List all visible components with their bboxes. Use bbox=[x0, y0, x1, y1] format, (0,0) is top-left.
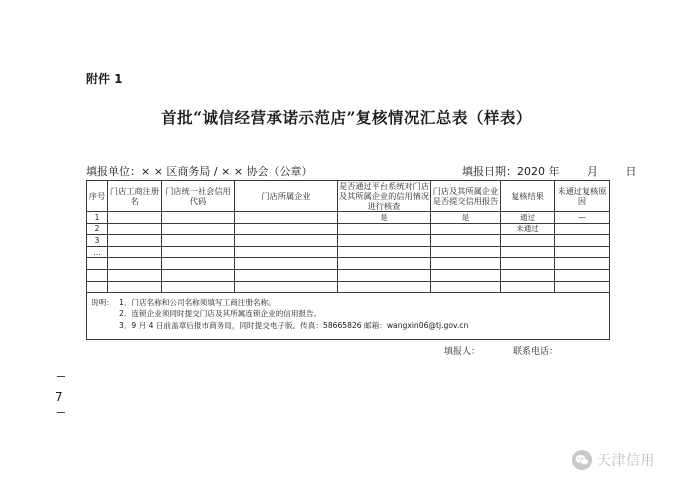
table-cell bbox=[501, 281, 555, 293]
table-cell bbox=[162, 258, 235, 270]
table-cell: 1 bbox=[87, 212, 108, 224]
table-cell bbox=[555, 223, 610, 235]
table-header-row bbox=[87, 181, 610, 212]
watermark bbox=[572, 450, 655, 470]
note-item: 2．连锁企业须同时提交门店及其所属连锁企业的信用报告。 bbox=[119, 309, 322, 319]
page-number-dash bbox=[57, 412, 65, 413]
note-item: 1．门店名称和公司名称须填写工商注册名称。 bbox=[119, 298, 276, 308]
table-cell bbox=[108, 269, 162, 281]
table-cell: 3 bbox=[87, 235, 108, 247]
table-cell bbox=[235, 235, 338, 247]
watermark-text: 天津信用 bbox=[597, 453, 655, 469]
table-cell bbox=[108, 281, 162, 293]
table-cell bbox=[501, 269, 555, 281]
table-cell bbox=[431, 223, 501, 235]
table-row bbox=[87, 258, 610, 270]
notes-label: 说明： bbox=[91, 298, 114, 308]
reporting-date-month: 月 bbox=[587, 165, 598, 178]
table-row bbox=[87, 269, 610, 281]
table-cell: … bbox=[87, 246, 108, 258]
table-cell bbox=[235, 281, 338, 293]
table-cell bbox=[108, 212, 162, 224]
header-cell: 门店统一社会信用代码 bbox=[162, 181, 235, 212]
table-cell: 是 bbox=[338, 212, 431, 224]
table-cell bbox=[501, 246, 555, 258]
table-cell bbox=[338, 246, 431, 258]
table-cell bbox=[235, 223, 338, 235]
table-cell bbox=[162, 269, 235, 281]
table-cell bbox=[162, 235, 235, 247]
table-cell bbox=[338, 223, 431, 235]
table-cell bbox=[87, 258, 108, 270]
reporting-date-day: 日 bbox=[625, 165, 637, 178]
table-cell bbox=[162, 246, 235, 258]
table-cell bbox=[338, 258, 431, 270]
table-cell bbox=[338, 235, 431, 247]
table-cell bbox=[555, 235, 610, 247]
table-row bbox=[87, 223, 610, 235]
table-cell bbox=[108, 246, 162, 258]
filler-label: 填报人： bbox=[444, 347, 481, 357]
table-cell bbox=[162, 212, 235, 224]
table-cell bbox=[162, 281, 235, 293]
reporting-date-year: 填报日期：2020 年 bbox=[462, 165, 560, 178]
header-cell: 门店工商注册名 bbox=[108, 181, 162, 212]
wechat-icon bbox=[572, 450, 592, 470]
table-cell: 2 bbox=[87, 223, 108, 235]
table-cell bbox=[501, 258, 555, 270]
table-row bbox=[87, 212, 610, 224]
summary-table bbox=[86, 180, 610, 340]
table-cell bbox=[431, 235, 501, 247]
table-cell: 未通过 bbox=[501, 223, 555, 235]
table-cell bbox=[431, 258, 501, 270]
table-row bbox=[87, 246, 610, 258]
table-cell bbox=[338, 281, 431, 293]
table-cell: 通过 bbox=[501, 212, 555, 224]
table-cell bbox=[235, 246, 338, 258]
table-cell bbox=[108, 235, 162, 247]
header-cell: 未通过复核原因 bbox=[555, 181, 610, 212]
document-title: 首批“诚信经营承诺示范店”复核情况汇总表（样表） bbox=[161, 108, 532, 127]
phone-label: 联系电话： bbox=[513, 347, 559, 357]
table-cell bbox=[555, 281, 610, 293]
header-cell: 序号 bbox=[87, 181, 108, 212]
table-row bbox=[87, 235, 610, 247]
table-cell bbox=[501, 235, 555, 247]
attachment-label: 附件 1 bbox=[86, 72, 123, 86]
header-cell: 门店所属企业 bbox=[235, 181, 338, 212]
table-cell bbox=[162, 223, 235, 235]
table-cell bbox=[555, 258, 610, 270]
notes-row bbox=[87, 293, 610, 340]
reporting-unit: 填报单位：× × 区商务局 / × × 协会（公章） bbox=[86, 165, 313, 178]
table-cell bbox=[108, 223, 162, 235]
note-item: 3．9 月 4 日前盖章后报市商务局，同时提交电子版。传真：58665826 邮箱：wangxin06@tj.gov.cn bbox=[119, 320, 469, 330]
header-cell: 复核结果 bbox=[501, 181, 555, 212]
table-cell bbox=[235, 269, 338, 281]
notes-cell bbox=[87, 293, 610, 340]
table-cell bbox=[235, 258, 338, 270]
header-cell: 是否通过平台系统对门店及其所属企业的信用情况进行核查 bbox=[338, 181, 430, 211]
reporting-date bbox=[462, 163, 637, 179]
table-cell bbox=[87, 281, 108, 293]
table-cell bbox=[555, 269, 610, 281]
table-cell bbox=[555, 246, 610, 258]
page-number: 7 bbox=[55, 390, 63, 404]
table-cell bbox=[108, 258, 162, 270]
table-cell bbox=[431, 269, 501, 281]
page-number-dash bbox=[57, 376, 65, 377]
table-cell bbox=[235, 212, 338, 224]
table-cell bbox=[87, 269, 108, 281]
table-cell bbox=[431, 246, 501, 258]
table-cell bbox=[431, 281, 501, 293]
table-row bbox=[87, 281, 610, 293]
table-cell bbox=[338, 269, 431, 281]
table-cell: 是 bbox=[431, 212, 501, 224]
header-cell: 门店及其所属企业是否提交信用报告 bbox=[431, 181, 501, 212]
table-cell: — bbox=[555, 212, 610, 224]
